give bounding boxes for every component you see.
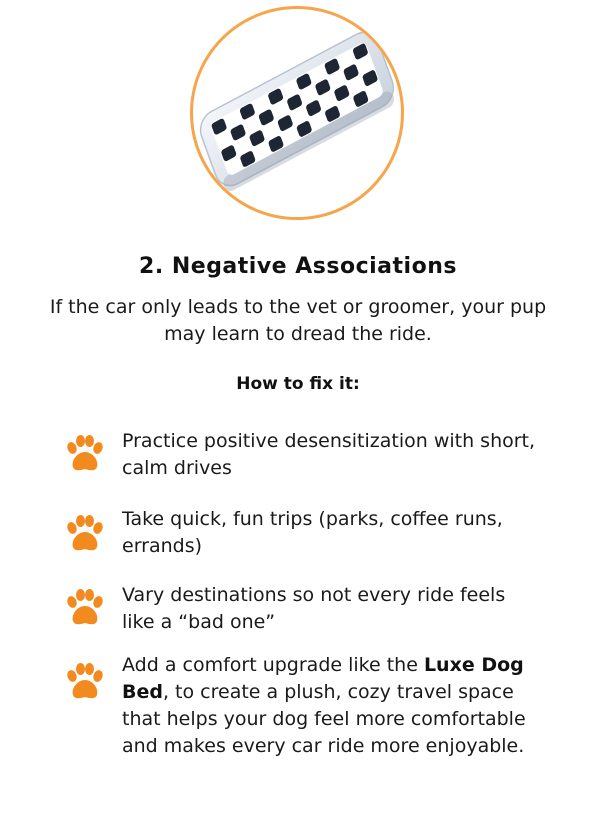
section-title: 2. Negative Associations	[139, 254, 457, 279]
paw-icon	[64, 434, 106, 474]
paw-icon	[64, 514, 106, 554]
luxe-dog-bed-link[interactable]: Luxe Dog Bed	[122, 654, 524, 703]
how-to-fix-heading: How to fix it:	[236, 374, 360, 394]
paw-icon	[64, 662, 106, 702]
checkered-dog-bed-image	[193, 9, 401, 217]
tip-text-after: , to create a plush, cozy travel space that helps your dog feel more comfortable and makes every car ride more enjoyable.	[122, 681, 526, 757]
paw-icon	[64, 588, 106, 628]
tip-text: Vary destinations so not every ride feels like a “bad one”	[122, 584, 506, 633]
hero-image-frame	[190, 6, 404, 220]
tip-text: Practice positive desensitization with short, calm drives	[122, 430, 536, 479]
tip-text-before: Add a comfort upgrade like the	[122, 654, 424, 676]
tip-text	[122, 652, 542, 760]
section-intro: If the car only leads to the vet or groomer, your pup may learn to dread the ride.	[49, 296, 547, 345]
tip-text: Take quick, fun trips (parks, coffee runs, errands)	[122, 508, 503, 557]
